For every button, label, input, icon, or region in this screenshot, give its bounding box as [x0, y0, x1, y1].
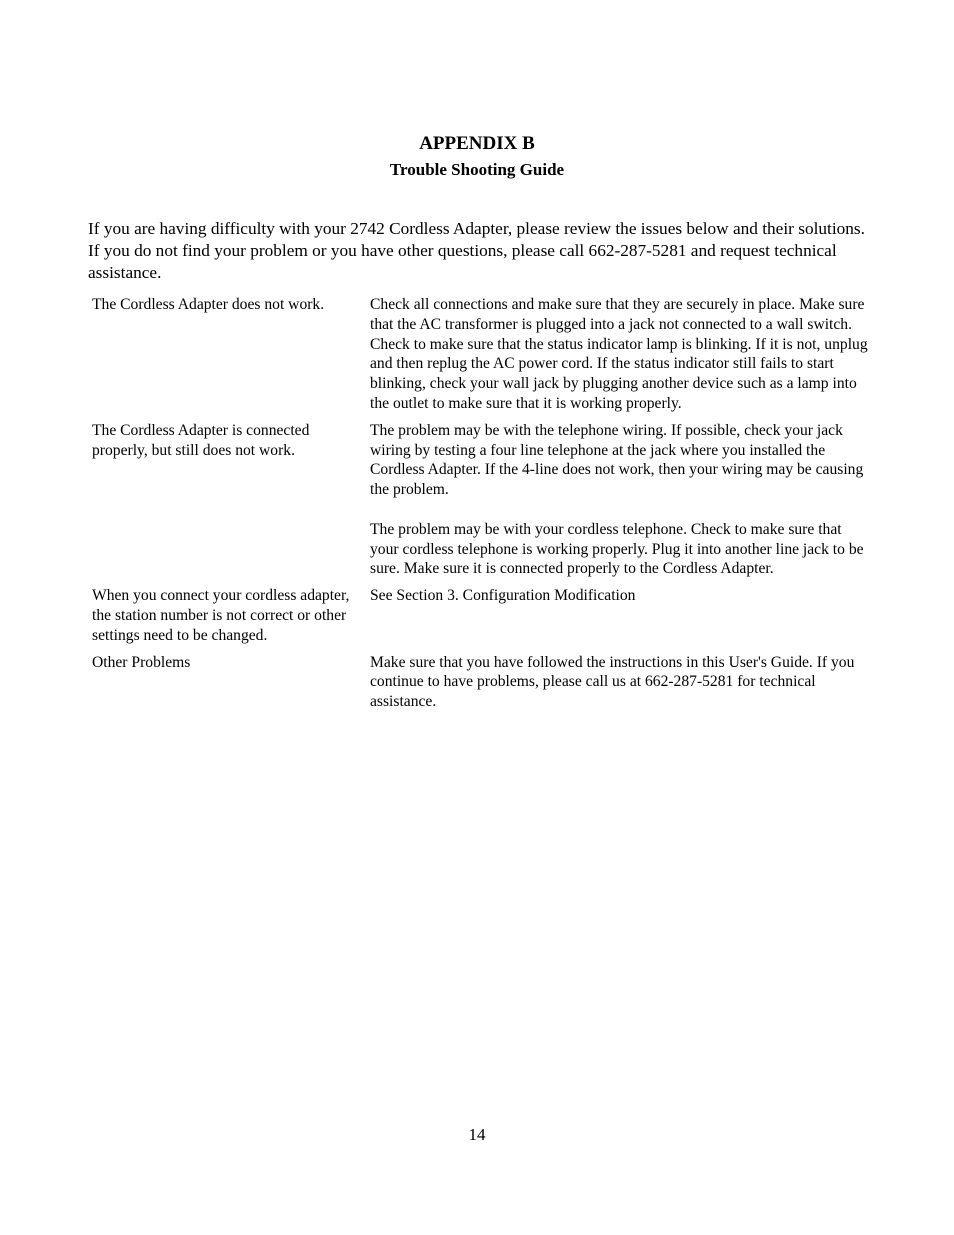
problem-cell: The Cordless Adapter is connected properly, but still does not work.: [92, 421, 310, 459]
intro-paragraph: If you are having difficulty with your 2742 Cordless Adapter, please review the issues below and their solutions. If you do not find your problem or you have other questions, please call 662-287-5281 and request technical assistance.: [88, 219, 865, 282]
solution-paragraph: Make sure that you have followed the instructions in this User's Guide. If you continue to have problems, please call us at 662-287-5281 for technical assistance.: [370, 653, 855, 711]
problem-cell: When you connect your cordless adapter, the station number is not correct or other settings need to be changed.: [92, 587, 350, 644]
table-row: [92, 653, 872, 712]
table-row: [92, 421, 872, 579]
table-row: [92, 586, 872, 645]
appendix-subtitle: Trouble Shooting Guide: [389, 160, 565, 179]
solution-cell: [370, 653, 870, 712]
solution-paragraph: Check all connections and make sure that they are securely in place. Make sure that the AC transformer is plugged into a jack not connected to a wall switch. Check to make sure that the status indicator lamp is blinking. If it is not, unplug and then replug the AC power cord. If the status indicator still fails to start blinking, check your wall jack by plugging another device such as a lamp into the outlet to make sure that it is working properly.: [370, 296, 868, 412]
table-row: [92, 295, 872, 414]
appendix-title: APPENDIX B: [419, 133, 535, 154]
problem-cell: The Cordless Adapter does not work.: [92, 296, 325, 313]
solution-paragraph: The problem may be with the telephone wiring. If possible, check your jack wiring by testing a four line telephone at the jack where you installed the Cordless Adapter. If the 4-line does not work, then your wiring may be causing the problem.: [370, 421, 864, 499]
solution-cell: [370, 421, 870, 579]
solution-paragraph: See Section 3. Configuration Modification: [370, 587, 636, 605]
solution-cell: [370, 295, 870, 414]
troubleshooting-table: [92, 295, 872, 719]
solution-cell: [370, 586, 870, 645]
page-number: 14: [468, 1125, 486, 1144]
solution-paragraph: The problem may be with your cordless telephone. Check to make sure that your cordless telephone is working properly. Plug it into another line jack to be sure. Make sure it is connected properly to the Cordless Adapter.: [370, 520, 864, 578]
problem-cell: Other Problems: [92, 653, 191, 671]
